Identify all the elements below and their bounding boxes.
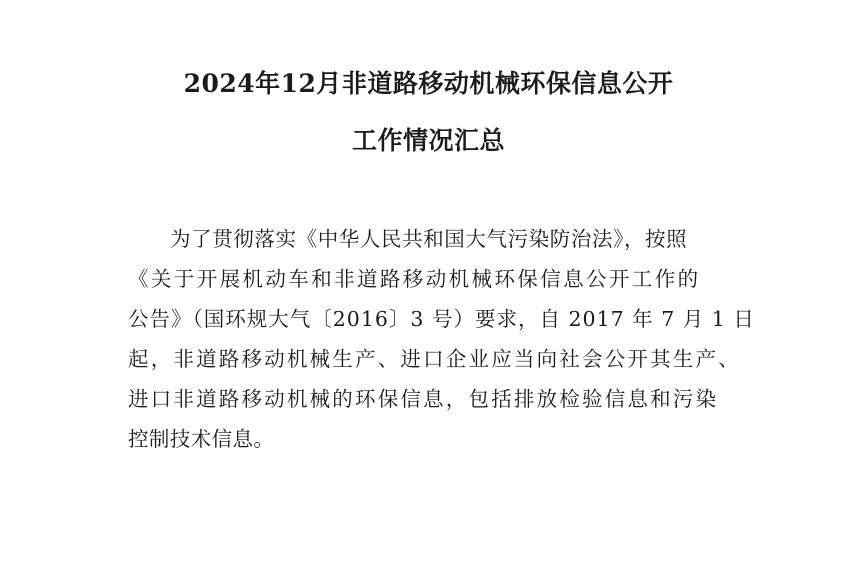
page-title xyxy=(128,68,729,157)
paragraph-line xyxy=(128,339,741,379)
paragraph-line-text: 公告》（国环规大气〔2016〕3 号）要求，自 2017 年 7 月 1 日 xyxy=(128,306,755,331)
body-content xyxy=(128,219,755,459)
page-title-line-2: 工作情况汇总 xyxy=(351,126,505,156)
paragraph-line xyxy=(128,379,729,419)
paragraph-intro xyxy=(128,219,755,459)
page-title-line-1: 2024年12月非道路移动机械环保信息公开 xyxy=(183,69,674,98)
paragraph-line-text: 为了贯彻落实《中华人民共和国大气污染防治法》，按照 xyxy=(170,226,688,251)
paragraph-line-text: 起，非道路移动机械生产、进口企业应当向社会公开其生产、 xyxy=(128,346,741,371)
paragraph-line-text: 《关于开展机动车和非道路移动机械环保信息公开工作的 xyxy=(128,266,701,291)
paragraph-line-text: 控制技术信息。 xyxy=(128,426,275,451)
document-page xyxy=(0,68,857,565)
paragraph-line xyxy=(128,219,729,259)
paragraph-line xyxy=(128,419,729,459)
paragraph-line xyxy=(128,259,729,299)
paragraph-line-text: 进口非道路移动机械的环保信息，包括排放检验信息和污染 xyxy=(128,386,719,411)
paragraph-line xyxy=(128,299,755,339)
